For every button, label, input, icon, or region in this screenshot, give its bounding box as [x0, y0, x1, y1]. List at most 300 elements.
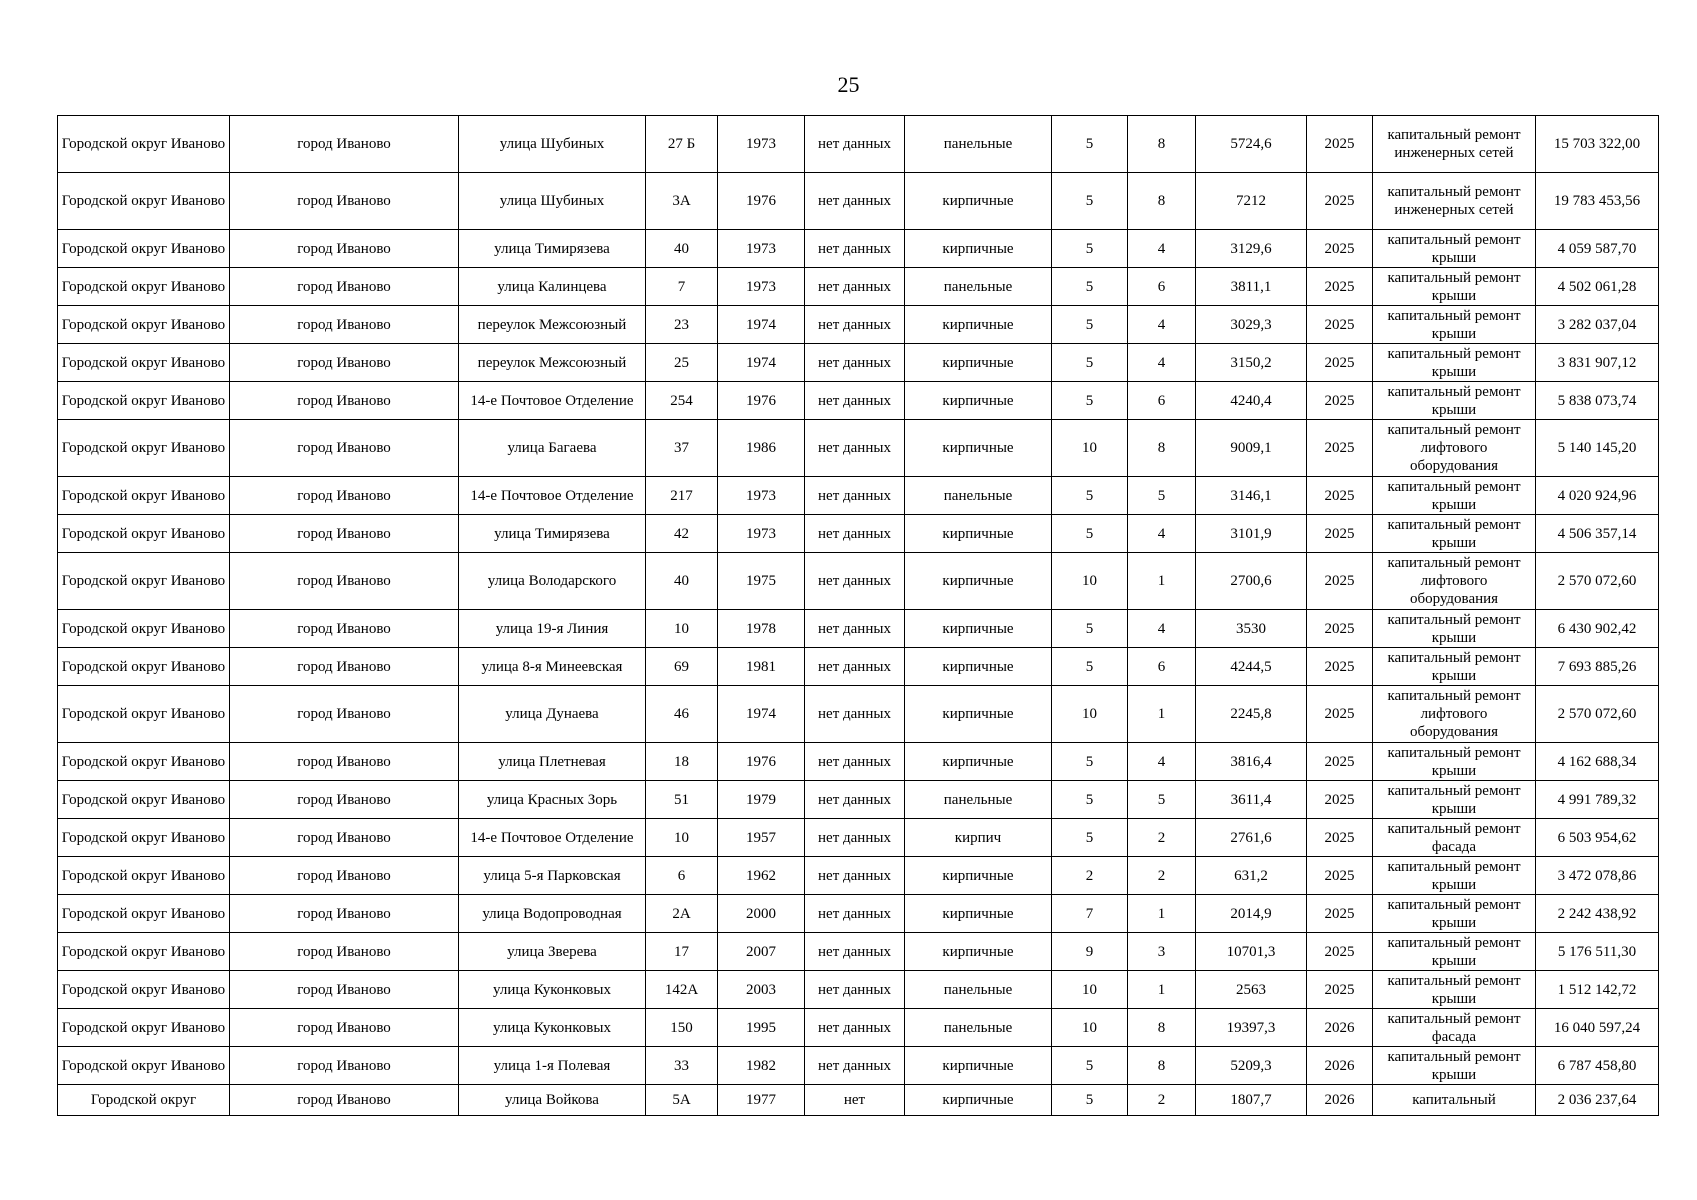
- cell-street: улица Дунаева: [459, 686, 646, 743]
- cell-municipality: Городской округ Иваново: [58, 1047, 230, 1085]
- cell-house-number: 254: [646, 382, 718, 420]
- cell-entrances: 4: [1128, 306, 1196, 344]
- cell-repair-type: капитальный ремонт крыши: [1373, 648, 1536, 686]
- cell-data-status: нет данных: [805, 1047, 905, 1085]
- cell-area: 3129,6: [1196, 230, 1307, 268]
- table-row: [58, 116, 1659, 173]
- cell-data-status: нет данных: [805, 382, 905, 420]
- cell-area: 3530: [1196, 610, 1307, 648]
- cell-municipality: Городской округ Иваново: [58, 116, 230, 173]
- cell-house-number: 10: [646, 819, 718, 857]
- cell-build-year: 1979: [718, 781, 805, 819]
- cell-street: 14-е Почтовое Отделение: [459, 477, 646, 515]
- cell-area: 3611,4: [1196, 781, 1307, 819]
- cell-wall-material: кирпичные: [905, 610, 1052, 648]
- cell-data-status: нет данных: [805, 477, 905, 515]
- cell-municipality: Городской округ Иваново: [58, 819, 230, 857]
- cell-settlement: город Иваново: [230, 553, 459, 610]
- cell-street: улица Багаева: [459, 420, 646, 477]
- cell-entrances: 4: [1128, 230, 1196, 268]
- cell-build-year: 1982: [718, 1047, 805, 1085]
- table-row: [58, 1009, 1659, 1047]
- cell-street: улица 1-я Полевая: [459, 1047, 646, 1085]
- cell-cost: 2 242 438,92: [1536, 895, 1659, 933]
- cell-repair-type: капитальный ремонт фасада: [1373, 1009, 1536, 1047]
- cell-area: 3029,3: [1196, 306, 1307, 344]
- cell-wall-material: панельные: [905, 268, 1052, 306]
- cell-house-number: 10: [646, 610, 718, 648]
- cell-data-status: нет данных: [805, 819, 905, 857]
- cell-floors: 10: [1052, 1009, 1128, 1047]
- cell-cost: 2 036 237,64: [1536, 1085, 1659, 1116]
- cell-repair-type: капитальный ремонт лифтового оборудования: [1373, 420, 1536, 477]
- cell-floors: 10: [1052, 686, 1128, 743]
- cell-entrances: 2: [1128, 1085, 1196, 1116]
- cell-settlement: город Иваново: [230, 1009, 459, 1047]
- cell-municipality: Городской округ Иваново: [58, 268, 230, 306]
- cell-settlement: город Иваново: [230, 344, 459, 382]
- cell-settlement: город Иваново: [230, 306, 459, 344]
- cell-floors: 2: [1052, 857, 1128, 895]
- cell-entrances: 6: [1128, 268, 1196, 306]
- cell-area: 1807,7: [1196, 1085, 1307, 1116]
- table-row: [58, 173, 1659, 230]
- cell-floors: 5: [1052, 477, 1128, 515]
- cell-repair-year: 2025: [1307, 515, 1373, 553]
- cell-cost: 6 787 458,80: [1536, 1047, 1659, 1085]
- cell-data-status: нет данных: [805, 743, 905, 781]
- cell-repair-year: 2025: [1307, 895, 1373, 933]
- cell-municipality: Городской округ Иваново: [58, 933, 230, 971]
- cell-municipality: Городской округ Иваново: [58, 230, 230, 268]
- cell-cost: 5 140 145,20: [1536, 420, 1659, 477]
- cell-municipality: Городской округ Иваново: [58, 648, 230, 686]
- cell-repair-year: 2025: [1307, 306, 1373, 344]
- table-row: [58, 420, 1659, 477]
- cell-cost: 5 838 073,74: [1536, 382, 1659, 420]
- cell-municipality: Городской округ Иваново: [58, 781, 230, 819]
- cell-street: улица Красных Зорь: [459, 781, 646, 819]
- cell-entrances: 8: [1128, 116, 1196, 173]
- cell-build-year: 2000: [718, 895, 805, 933]
- table-row: [58, 610, 1659, 648]
- cell-floors: 10: [1052, 420, 1128, 477]
- cell-entrances: 6: [1128, 648, 1196, 686]
- cell-area: 2761,6: [1196, 819, 1307, 857]
- cell-wall-material: кирпич: [905, 819, 1052, 857]
- cell-house-number: 217: [646, 477, 718, 515]
- cell-cost: 3 282 037,04: [1536, 306, 1659, 344]
- cell-house-number: 46: [646, 686, 718, 743]
- cell-entrances: 8: [1128, 1009, 1196, 1047]
- cell-data-status: нет данных: [805, 1009, 905, 1047]
- cell-area: 9009,1: [1196, 420, 1307, 477]
- cell-wall-material: панельные: [905, 477, 1052, 515]
- cell-entrances: 1: [1128, 553, 1196, 610]
- cell-house-number: 7: [646, 268, 718, 306]
- cell-settlement: город Иваново: [230, 933, 459, 971]
- cell-street: улица Шубиных: [459, 173, 646, 230]
- cell-street: улица Войкова: [459, 1085, 646, 1116]
- cell-settlement: город Иваново: [230, 116, 459, 173]
- table-row: [58, 895, 1659, 933]
- cell-entrances: 2: [1128, 819, 1196, 857]
- cell-municipality: Городской округ Иваново: [58, 971, 230, 1009]
- cell-build-year: 1973: [718, 116, 805, 173]
- cell-cost: 5 176 511,30: [1536, 933, 1659, 971]
- cell-settlement: город Иваново: [230, 781, 459, 819]
- cell-municipality: Городской округ Иваново: [58, 743, 230, 781]
- cell-municipality: Городской округ Иваново: [58, 553, 230, 610]
- cell-floors: 5: [1052, 116, 1128, 173]
- cell-settlement: город Иваново: [230, 648, 459, 686]
- cell-house-number: 27 Б: [646, 116, 718, 173]
- cell-repair-year: 2026: [1307, 1047, 1373, 1085]
- cell-cost: 16 040 597,24: [1536, 1009, 1659, 1047]
- cell-repair-type: капитальный ремонт инженерных сетей: [1373, 173, 1536, 230]
- cell-repair-type: капитальный ремонт крыши: [1373, 306, 1536, 344]
- cell-build-year: 1981: [718, 648, 805, 686]
- table-row: [58, 477, 1659, 515]
- cell-repair-year: 2025: [1307, 382, 1373, 420]
- cell-entrances: 6: [1128, 382, 1196, 420]
- cell-municipality: Городской округ Иваново: [58, 382, 230, 420]
- cell-data-status: нет данных: [805, 610, 905, 648]
- cell-municipality: Городской округ Иваново: [58, 895, 230, 933]
- cell-settlement: город Иваново: [230, 173, 459, 230]
- housing-repair-table: [57, 115, 1659, 1116]
- cell-floors: 5: [1052, 1047, 1128, 1085]
- cell-house-number: 18: [646, 743, 718, 781]
- cell-settlement: город Иваново: [230, 382, 459, 420]
- table-row: [58, 819, 1659, 857]
- cell-build-year: 1977: [718, 1085, 805, 1116]
- cell-build-year: 1976: [718, 382, 805, 420]
- table-row: [58, 686, 1659, 743]
- cell-municipality: Городской округ Иваново: [58, 477, 230, 515]
- cell-area: 3150,2: [1196, 344, 1307, 382]
- cell-build-year: 1974: [718, 344, 805, 382]
- table-row: [58, 781, 1659, 819]
- cell-cost: 19 783 453,56: [1536, 173, 1659, 230]
- cell-municipality: Городской округ Иваново: [58, 610, 230, 648]
- table-row: [58, 857, 1659, 895]
- cell-entrances: 8: [1128, 173, 1196, 230]
- cell-area: 2014,9: [1196, 895, 1307, 933]
- cell-cost: 3 831 907,12: [1536, 344, 1659, 382]
- cell-floors: 5: [1052, 1085, 1128, 1116]
- cell-floors: 10: [1052, 553, 1128, 610]
- cell-repair-type: капитальный ремонт крыши: [1373, 743, 1536, 781]
- cell-wall-material: кирпичные: [905, 648, 1052, 686]
- cell-floors: 5: [1052, 610, 1128, 648]
- cell-street: улица 8-я Минеевская: [459, 648, 646, 686]
- cell-floors: 5: [1052, 382, 1128, 420]
- cell-floors: 9: [1052, 933, 1128, 971]
- cell-repair-type: капитальный ремонт крыши: [1373, 382, 1536, 420]
- cell-data-status: нет данных: [805, 648, 905, 686]
- cell-entrances: 8: [1128, 1047, 1196, 1085]
- cell-data-status: нет данных: [805, 933, 905, 971]
- cell-settlement: город Иваново: [230, 610, 459, 648]
- cell-house-number: 2А: [646, 895, 718, 933]
- cell-street: улица Тимирязева: [459, 515, 646, 553]
- cell-repair-type: капитальный ремонт крыши: [1373, 933, 1536, 971]
- cell-area: 2245,8: [1196, 686, 1307, 743]
- cell-street: переулок Межсоюзный: [459, 344, 646, 382]
- cell-repair-type: капитальный ремонт крыши: [1373, 230, 1536, 268]
- cell-settlement: город Иваново: [230, 857, 459, 895]
- cell-repair-year: 2025: [1307, 173, 1373, 230]
- cell-wall-material: кирпичные: [905, 230, 1052, 268]
- cell-cost: 4 162 688,34: [1536, 743, 1659, 781]
- cell-house-number: 69: [646, 648, 718, 686]
- cell-wall-material: кирпичные: [905, 743, 1052, 781]
- cell-build-year: 1975: [718, 553, 805, 610]
- cell-repair-type: капитальный ремонт фасада: [1373, 819, 1536, 857]
- cell-house-number: 5А: [646, 1085, 718, 1116]
- table-body: [58, 116, 1659, 1116]
- cell-repair-year: 2025: [1307, 477, 1373, 515]
- cell-repair-type: капитальный ремонт лифтового оборудования: [1373, 553, 1536, 610]
- cell-cost: 2 570 072,60: [1536, 553, 1659, 610]
- cell-data-status: нет данных: [805, 173, 905, 230]
- cell-entrances: 5: [1128, 477, 1196, 515]
- page-number: 25: [837, 72, 860, 97]
- cell-house-number: 51: [646, 781, 718, 819]
- cell-repair-type: капитальный ремонт крыши: [1373, 344, 1536, 382]
- cell-street: улица 19-я Линия: [459, 610, 646, 648]
- cell-area: 2563: [1196, 971, 1307, 1009]
- cell-floors: 5: [1052, 743, 1128, 781]
- cell-wall-material: кирпичные: [905, 686, 1052, 743]
- cell-municipality: Городской округ Иваново: [58, 173, 230, 230]
- cell-wall-material: кирпичные: [905, 382, 1052, 420]
- cell-municipality: Городской округ Иваново: [58, 515, 230, 553]
- cell-cost: 6 430 902,42: [1536, 610, 1659, 648]
- cell-house-number: 40: [646, 553, 718, 610]
- cell-wall-material: кирпичные: [905, 420, 1052, 477]
- cell-data-status: нет данных: [805, 306, 905, 344]
- cell-repair-year: 2025: [1307, 933, 1373, 971]
- cell-repair-type: капитальный ремонт крыши: [1373, 857, 1536, 895]
- cell-cost: 2 570 072,60: [1536, 686, 1659, 743]
- cell-wall-material: кирпичные: [905, 857, 1052, 895]
- cell-build-year: 1976: [718, 743, 805, 781]
- cell-build-year: 1957: [718, 819, 805, 857]
- table-row: [58, 971, 1659, 1009]
- cell-house-number: 25: [646, 344, 718, 382]
- cell-entrances: 3: [1128, 933, 1196, 971]
- cell-floors: 5: [1052, 648, 1128, 686]
- cell-area: 7212: [1196, 173, 1307, 230]
- cell-build-year: 1974: [718, 686, 805, 743]
- cell-floors: 5: [1052, 230, 1128, 268]
- cell-settlement: город Иваново: [230, 477, 459, 515]
- cell-data-status: нет данных: [805, 116, 905, 173]
- cell-cost: 15 703 322,00: [1536, 116, 1659, 173]
- table-row: [58, 268, 1659, 306]
- table-row: [58, 1047, 1659, 1085]
- cell-settlement: город Иваново: [230, 230, 459, 268]
- table-row: [58, 306, 1659, 344]
- cell-street: улица Водопроводная: [459, 895, 646, 933]
- cell-settlement: город Иваново: [230, 1047, 459, 1085]
- cell-street: улица Володарского: [459, 553, 646, 610]
- cell-wall-material: панельные: [905, 116, 1052, 173]
- cell-entrances: 4: [1128, 743, 1196, 781]
- cell-street: улица Шубиных: [459, 116, 646, 173]
- cell-repair-year: 2025: [1307, 610, 1373, 648]
- cell-repair-year: 2025: [1307, 857, 1373, 895]
- cell-house-number: 42: [646, 515, 718, 553]
- cell-area: 4244,5: [1196, 648, 1307, 686]
- cell-floors: 5: [1052, 344, 1128, 382]
- cell-wall-material: кирпичные: [905, 895, 1052, 933]
- cell-street: улица Калинцева: [459, 268, 646, 306]
- cell-repair-year: 2025: [1307, 971, 1373, 1009]
- cell-wall-material: кирпичные: [905, 1047, 1052, 1085]
- cell-wall-material: панельные: [905, 781, 1052, 819]
- cell-entrances: 1: [1128, 686, 1196, 743]
- cell-repair-type: капитальный ремонт крыши: [1373, 515, 1536, 553]
- cell-build-year: 1995: [718, 1009, 805, 1047]
- cell-repair-year: 2025: [1307, 344, 1373, 382]
- cell-data-status: нет данных: [805, 857, 905, 895]
- cell-repair-year: 2026: [1307, 1085, 1373, 1116]
- table-row: [58, 230, 1659, 268]
- cell-floors: 5: [1052, 173, 1128, 230]
- cell-cost: 4 506 357,14: [1536, 515, 1659, 553]
- cell-house-number: 6: [646, 857, 718, 895]
- cell-settlement: город Иваново: [230, 268, 459, 306]
- cell-repair-type: капитальный ремонт инженерных сетей: [1373, 116, 1536, 173]
- cell-area: 4240,4: [1196, 382, 1307, 420]
- cell-area: 2700,6: [1196, 553, 1307, 610]
- cell-entrances: 4: [1128, 344, 1196, 382]
- cell-street: улица Куконковых: [459, 971, 646, 1009]
- cell-area: 3146,1: [1196, 477, 1307, 515]
- cell-repair-year: 2026: [1307, 1009, 1373, 1047]
- cell-wall-material: кирпичные: [905, 1085, 1052, 1116]
- cell-data-status: нет данных: [805, 268, 905, 306]
- cell-build-year: 2007: [718, 933, 805, 971]
- cell-settlement: город Иваново: [230, 971, 459, 1009]
- cell-entrances: 1: [1128, 971, 1196, 1009]
- cell-repair-type: капитальный: [1373, 1085, 1536, 1116]
- table-row: [58, 553, 1659, 610]
- cell-floors: 5: [1052, 781, 1128, 819]
- cell-data-status: нет данных: [805, 553, 905, 610]
- cell-repair-type: капитальный ремонт крыши: [1373, 781, 1536, 819]
- cell-repair-year: 2025: [1307, 420, 1373, 477]
- cell-street: улица Плетневая: [459, 743, 646, 781]
- cell-street: улица Куконковых: [459, 1009, 646, 1047]
- cell-settlement: город Иваново: [230, 819, 459, 857]
- cell-municipality: Городской округ Иваново: [58, 344, 230, 382]
- cell-settlement: город Иваново: [230, 743, 459, 781]
- cell-floors: 10: [1052, 971, 1128, 1009]
- cell-cost: 6 503 954,62: [1536, 819, 1659, 857]
- cell-area: 10701,3: [1196, 933, 1307, 971]
- cell-house-number: 17: [646, 933, 718, 971]
- cell-build-year: 1973: [718, 477, 805, 515]
- cell-repair-type: капитальный ремонт крыши: [1373, 1047, 1536, 1085]
- cell-data-status: нет данных: [805, 781, 905, 819]
- cell-repair-year: 2025: [1307, 743, 1373, 781]
- cell-house-number: 150: [646, 1009, 718, 1047]
- cell-data-status: нет: [805, 1085, 905, 1116]
- cell-floors: 5: [1052, 268, 1128, 306]
- cell-wall-material: панельные: [905, 1009, 1052, 1047]
- cell-repair-type: капитальный ремонт крыши: [1373, 895, 1536, 933]
- cell-cost: 4 502 061,28: [1536, 268, 1659, 306]
- cell-wall-material: кирпичные: [905, 344, 1052, 382]
- table-row: [58, 344, 1659, 382]
- cell-data-status: нет данных: [805, 971, 905, 1009]
- cell-street: 14-е Почтовое Отделение: [459, 382, 646, 420]
- cell-settlement: город Иваново: [230, 515, 459, 553]
- cell-area: 3816,4: [1196, 743, 1307, 781]
- cell-repair-type: капитальный ремонт крыши: [1373, 610, 1536, 648]
- cell-build-year: 1974: [718, 306, 805, 344]
- cell-area: 631,2: [1196, 857, 1307, 895]
- cell-settlement: город Иваново: [230, 686, 459, 743]
- cell-cost: 7 693 885,26: [1536, 648, 1659, 686]
- cell-build-year: 1978: [718, 610, 805, 648]
- cell-entrances: 1: [1128, 895, 1196, 933]
- cell-house-number: 37: [646, 420, 718, 477]
- cell-repair-year: 2025: [1307, 648, 1373, 686]
- cell-floors: 5: [1052, 306, 1128, 344]
- cell-house-number: 40: [646, 230, 718, 268]
- cell-municipality: Городской округ Иваново: [58, 857, 230, 895]
- cell-municipality: Городской округ: [58, 1085, 230, 1116]
- cell-build-year: 1973: [718, 230, 805, 268]
- cell-data-status: нет данных: [805, 895, 905, 933]
- cell-data-status: нет данных: [805, 230, 905, 268]
- cell-build-year: 1986: [718, 420, 805, 477]
- cell-area: 5209,3: [1196, 1047, 1307, 1085]
- cell-repair-type: капитальный ремонт крыши: [1373, 971, 1536, 1009]
- cell-cost: 4 059 587,70: [1536, 230, 1659, 268]
- cell-repair-year: 2025: [1307, 819, 1373, 857]
- cell-house-number: 23: [646, 306, 718, 344]
- cell-municipality: Городской округ Иваново: [58, 420, 230, 477]
- cell-settlement: город Иваново: [230, 1085, 459, 1116]
- cell-street: 14-е Почтовое Отделение: [459, 819, 646, 857]
- cell-floors: 7: [1052, 895, 1128, 933]
- cell-area: 3101,9: [1196, 515, 1307, 553]
- cell-repair-year: 2025: [1307, 230, 1373, 268]
- cell-settlement: город Иваново: [230, 420, 459, 477]
- cell-floors: 5: [1052, 819, 1128, 857]
- cell-build-year: 1973: [718, 515, 805, 553]
- table-row: [58, 1085, 1659, 1116]
- cell-repair-type: капитальный ремонт лифтового оборудования: [1373, 686, 1536, 743]
- cell-repair-year: 2025: [1307, 553, 1373, 610]
- cell-street: улица 5-я Парковская: [459, 857, 646, 895]
- cell-build-year: 1962: [718, 857, 805, 895]
- cell-entrances: 2: [1128, 857, 1196, 895]
- cell-entrances: 5: [1128, 781, 1196, 819]
- table-row: [58, 515, 1659, 553]
- cell-street: улица Тимирязева: [459, 230, 646, 268]
- cell-municipality: Городской округ Иваново: [58, 1009, 230, 1047]
- cell-area: 3811,1: [1196, 268, 1307, 306]
- cell-wall-material: панельные: [905, 971, 1052, 1009]
- cell-build-year: 2003: [718, 971, 805, 1009]
